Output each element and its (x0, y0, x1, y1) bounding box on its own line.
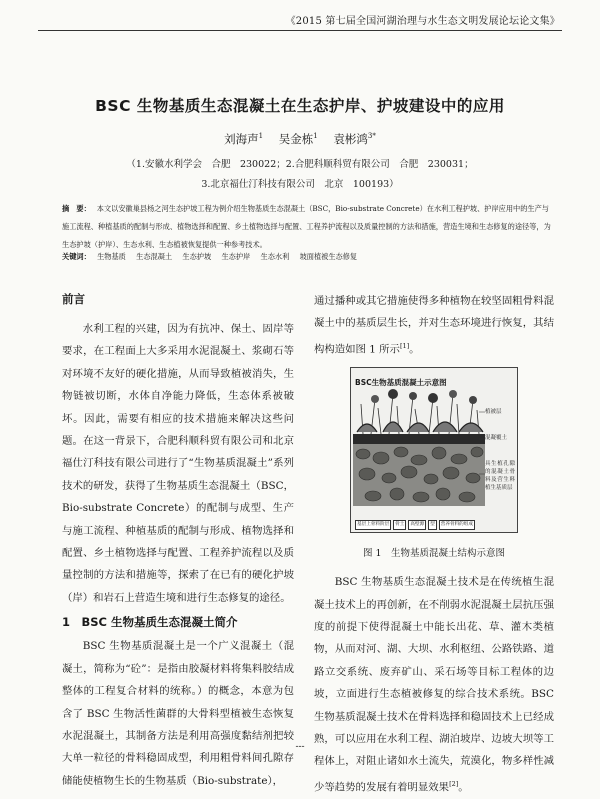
aggregate-stone (413, 492, 429, 502)
header-rule (38, 30, 562, 31)
affiliation-line: 3.北京福仕汀科技有限公司 北京 100193） (201, 179, 399, 190)
aggregate-stone (471, 447, 483, 457)
keyword: 生态护岸 (221, 252, 251, 261)
figure-inner-title: BSC生物基质混凝土示意图 (355, 377, 447, 387)
paragraph-text: BSC 生物基质生态混凝土技术是在传统植生混凝土技术上的再创新，在不削弱水泥混凝土层抗压强度的前提下使得混凝土中能长出花、草、灌木类植物，从而对河、湖、大坝、水利枢纽、公路铁路、道路立交系统、废弃矿山、采石场等目标工程体的边坡，立面进行生态植被修复的综合技术系统。BSC 生物基质混凝土技术在骨料选择和稳固技术上已经成熟，可以应用在水利工程、湖泊坡岸、边坡大坝等工程体上，对阻止诸如水土流失，荒漠化，物多样性减少等趋势的发展有着明显效果 (314, 576, 554, 794)
sentence-end: 。 (409, 343, 420, 356)
keyword: 生物基质 (97, 252, 126, 261)
abstract-label: 摘 要： (62, 204, 91, 213)
author-affil-mark: 3* (367, 132, 376, 141)
figure-1 (350, 367, 518, 533)
label-plants: 植被层 (485, 408, 502, 415)
author-name: 刘海声 (224, 132, 259, 146)
sentence-end: 。 (458, 781, 469, 794)
aggregate-stone (390, 488, 404, 500)
section1-paragraph: BSC 生物基质混凝土是一个广义混凝土（混凝土，简称为“砼”：是指由胶凝材料将集料胶结成整体的工程复合材料的统称。）的概念，本意为包含了 BSC 生物活性菌群的大骨料型植被生态恢复水泥混凝土，其制备方法是利用高强度黏结剂把较大单一粒径的骨料稳固成型，利用粗骨料间孔隙存储能使植物生长的生物基质（Bio-substrate）， (62, 640, 294, 787)
section-title-intro: 前言 (62, 292, 85, 306)
author-affil-mark: 1 (258, 132, 264, 141)
flower (428, 393, 438, 403)
citation-ref[interactable]: [2] (449, 779, 459, 788)
bottom-label: 基层上骨料阶层 (355, 520, 391, 530)
aggregate-stone (451, 454, 467, 464)
flower (388, 389, 398, 399)
aggregate-stone (365, 491, 381, 501)
aggregate-stone (373, 452, 389, 464)
intro-paragraph: 水利工程的兴建，因为有抗冲、保土、固岸等要求，在工程面上大多采用水泥混凝土、浆砌石等对环境不友好的硬化措施，从而导致植被消失，生物链被切断，水体自净能力降低，生态体系被破坏。因此，需要有相应的技术措施来解决这些问题。在这一背景下，合肥科顺科贸有限公司和北京福仕汀科技有限公司进行了“生物基质混凝土”系列技术的研发，获得了生物基质生态混凝土（BSC，Bio-substrate Concrete）的配制与成型、生产与施工流程、种植基质的配制与形成、植物选择和配置、乡土植物选择与配置、工程养护流程以及质量控制的方法和措施等，探索了在已有的硬化护坡（岸）和岩石上营造生境和进行生态修复的途径。 (62, 323, 294, 604)
section1-right-paragraph (314, 571, 554, 799)
aggregate-stone (443, 467, 459, 479)
leaf-cluster (357, 422, 483, 432)
bottom-label: 高壁源 (408, 520, 426, 530)
affiliation-line: （1.安徽水利学会 合肥 230022；2.合肥科顺科贸有限公司 合肥 230031； (126, 159, 474, 170)
aggregate-stone (432, 447, 446, 459)
aggregate-stone (359, 468, 375, 480)
soil-cover-layer (353, 434, 485, 444)
author-name: 吴金栋 (278, 132, 314, 146)
keyword: 坡面植被生态修复 (299, 252, 358, 261)
abstract-text: 本文以安徽巢县杨之河生态护坡工程为例介绍生物基质生态混凝土（BSC，Bio-substrate Concrete）在水利工程护坡、护岸应用中的生产与施工流程、种植基质的配制与形成、植物选择和配置、乡土植物选择与配置、工程养护流程以及质量控制的方法和措施，营造生境和生态修复的途径等，为生态护坡（护岸）、生态水利、生态植被恢复提供一种参考技术。 (62, 204, 551, 249)
keyword: 生态护坡 (182, 252, 212, 261)
aggregate-stone (356, 449, 370, 459)
aggregate-stone (382, 473, 396, 483)
continued-paragraph (314, 290, 554, 361)
aggregate-stone (394, 447, 408, 457)
author-list (0, 131, 600, 147)
figure-caption: 图 1 生物基质混凝土结构示意图 (362, 547, 506, 559)
aggregate-stone (424, 474, 438, 484)
keyword: 生态水利 (260, 252, 290, 261)
keyword: 生态混凝土 (136, 252, 173, 261)
paper-title: BSC 生物基质生态混凝土在生态护岸、护坡建设中的应用 (95, 97, 505, 115)
flower (469, 396, 477, 404)
page-number: --- (295, 742, 305, 752)
flower (371, 395, 379, 403)
aggregate-stone (436, 488, 450, 500)
flower (449, 390, 457, 398)
vegetation-illustration (357, 389, 483, 434)
aggregate-stone (401, 466, 417, 478)
left-column (62, 290, 294, 792)
abstract (62, 200, 552, 254)
right-column (314, 290, 554, 799)
label-core: 具生植孔隙的混凝土骨料及营生料植生基质层 (485, 460, 515, 491)
keywords-label: 关键词： (62, 252, 91, 261)
running-header: 《2015 第七届全国河湖治理与水生态文明发展论坛论文集》 (285, 16, 560, 27)
section-title-1: 1 BSC 生物基质生态混凝土简介 (62, 615, 238, 630)
author-affil-mark: 1 (313, 132, 318, 141)
bottom-label: 型 (428, 520, 437, 530)
aggregate-stone (466, 473, 480, 483)
figure-side-labels (485, 408, 515, 492)
bsc-structure-diagram (353, 384, 485, 516)
label-soil: 混凝覆土 (485, 434, 508, 441)
continued-text: 通过播种或其它措施使得多种植物在较坚固粗骨料混凝土中的基质层生长，并对生态环境进行恢复，其结构构造如图 1 所示 (314, 295, 554, 356)
author-name: 袁彬鸿 (333, 132, 368, 146)
flower (409, 392, 417, 400)
aggregate-stone (411, 455, 427, 465)
figure-bottom-labels (355, 520, 483, 530)
bottom-label: 骨土 (393, 520, 406, 530)
keywords (62, 252, 552, 262)
citation-ref[interactable]: [1] (399, 341, 410, 350)
aggregate-stone (459, 492, 475, 502)
bottom-label: 营养骨料的组成 (439, 520, 475, 530)
